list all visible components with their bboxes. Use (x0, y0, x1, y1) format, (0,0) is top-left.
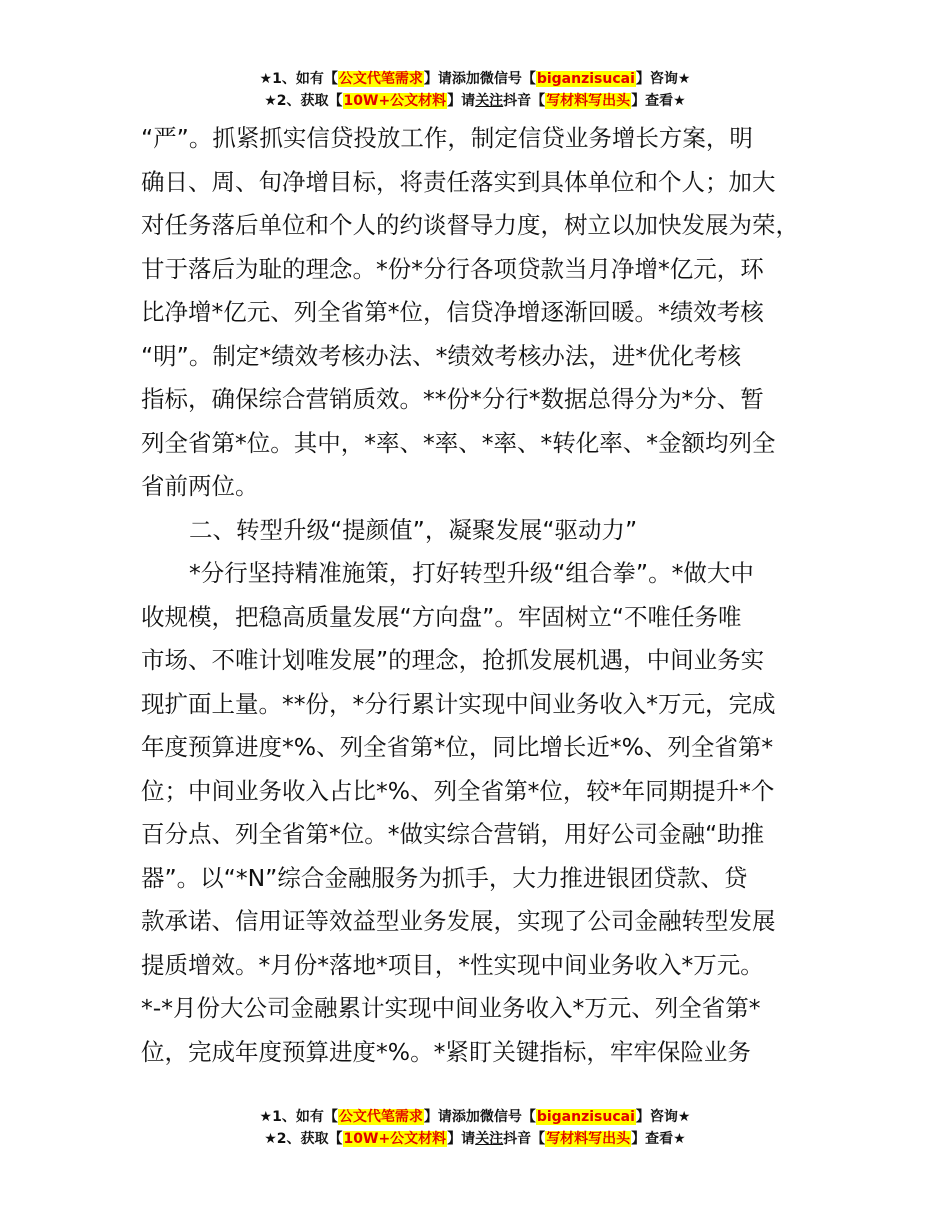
body-line: *分行坚持精准施策，打好转型升级“组合拳”。*做大中 (189, 559, 754, 587)
header-highlight-ghostwriting: 公文代笔需求 (338, 71, 423, 87)
body-line: 提质增效。*月份*落地*项目，*性实现中间业务收入*万元。 (141, 950, 764, 979)
body-line: 现扩面上量。**份，*分行累计实现中间业务收入*万元，完成 (141, 689, 776, 718)
body-line: 位，完成年度预算进度*%。*紧盯关键指标，牢牢保险业务 (141, 1037, 751, 1066)
footer-follow-text: 关注 (475, 1131, 504, 1147)
header-banner-line-1: ★1、如有【公文代笔需求】请添加微信号【biganzisucai】咨询★ (259, 71, 691, 87)
body-line: 百分点、列全省第*位。*做实综合营销，用好公司金融“助推 (141, 820, 765, 848)
header-banner-line-2: ★2、获取【10W+公文材料】请关注抖音【写材料写出头】查看★ (264, 93, 686, 109)
header-highlight-materials: 10W+公文材料 (343, 93, 447, 109)
header-banner (0, 68, 950, 112)
body-line: 器”。以“*N”综合金融服务为抓手，大力推进银团贷款、贷 (141, 863, 748, 892)
body-line: *-*月份大公司金融累计实现中间业务收入*万元、列全省第* (141, 994, 761, 1022)
footer-highlight-ghostwriting: 公文代笔需求 (338, 1109, 423, 1125)
body-line: 省前两位。 (141, 472, 259, 500)
body-line: 比净增*亿元、列全省第*位，信贷净增逐渐回暖。*绩效考核 (141, 298, 764, 326)
body-line: 列全省第*位。其中，*率、*率、*率、*转化率、*金额均列全 (141, 428, 776, 457)
body-line: 确日、周、旬净增目标，将责任落实到具体单位和个人；加大 (141, 167, 776, 196)
document-body (141, 117, 831, 1074)
body-line: 甘于落后为耻的理念。*份*分行各项贷款当月净增*亿元，环 (141, 254, 764, 283)
body-line: 款承诺、信用证等效益型业务发展，实现了公司金融转型发展 (141, 907, 776, 935)
body-line: “严”。抓紧抓实信贷投放工作，制定信贷业务增长方案，明 (141, 124, 753, 152)
header-highlight-wechat-id: biganzisucai (536, 71, 635, 87)
body-line: 年度预算进度*%、列全省第*位，同比增长近*%、列全省第* (141, 733, 774, 761)
body-line: 收规模，把稳高质量发展“方向盘”。牢固树立“不唯任务唯 (141, 602, 742, 631)
body-line: 市场、不唯计划唯发展”的理念，抢抓发展机遇，中间业务实 (141, 646, 765, 674)
footer-banner-line-1: ★1、如有【公文代笔需求】请添加微信号【biganzisucai】咨询★ (259, 1109, 691, 1125)
footer-banner-line-2: ★2、获取【10W+公文材料】请关注抖音【写材料写出头】查看★ (264, 1131, 686, 1147)
footer-highlight-wechat-id: biganzisucai (536, 1109, 635, 1125)
header-highlight-douyin: 写材料写出头 (546, 93, 631, 109)
footer-highlight-douyin: 写材料写出头 (546, 1131, 631, 1147)
body-line: 指标，确保综合营销质效。**份*分行*数据总得分为*分、暂 (141, 385, 764, 413)
body-line: “明”。制定*绩效考核办法、*绩效考核办法，进*优化考核 (141, 341, 742, 370)
body-line: 对任务落后单位和个人的约谈督导力度，树立以加快发展为荣， (141, 211, 799, 239)
body-line: 位；中间业务收入占比*%、列全省第*位，较*年同期提升*个 (141, 776, 775, 805)
header-follow-text: 关注 (475, 93, 504, 109)
footer-highlight-materials: 10W+公文材料 (343, 1131, 447, 1147)
section-heading: 二、转型升级“提颜值”，凝聚发展“驱动力” (189, 515, 638, 544)
footer-banner (0, 1106, 950, 1150)
